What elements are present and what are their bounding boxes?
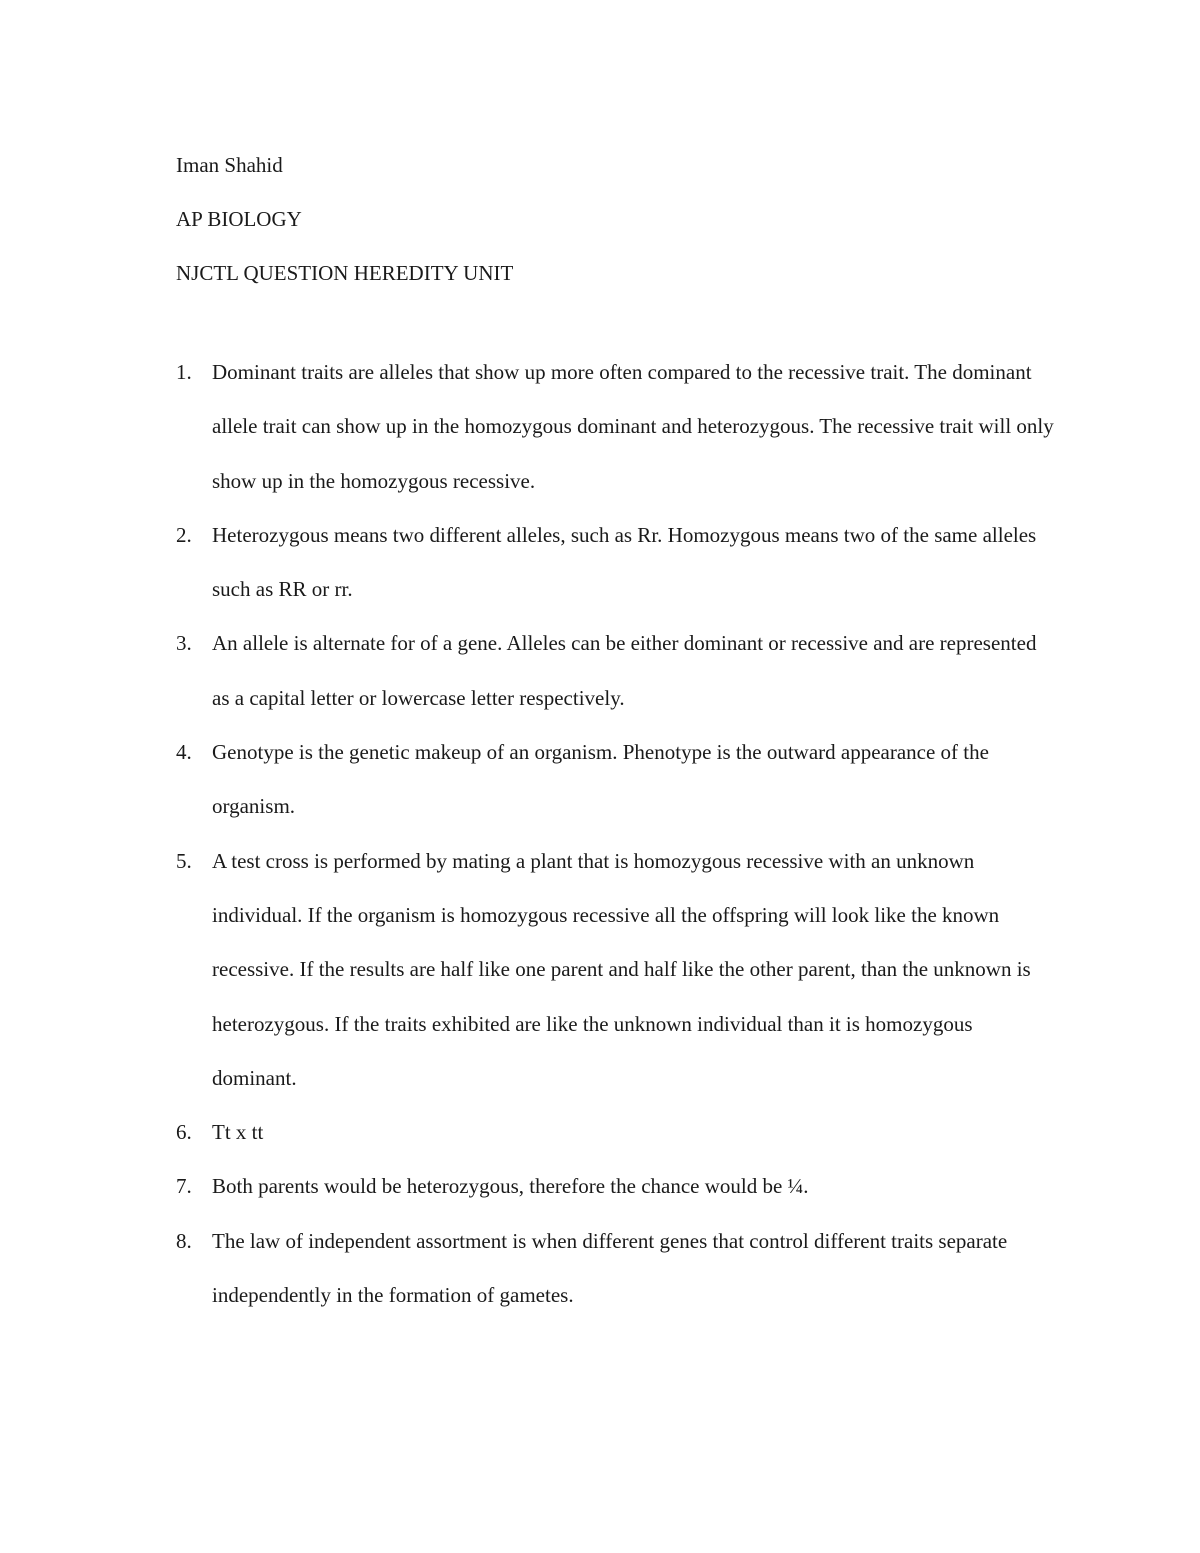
answer-text: Genotype is the genetic makeup of an organism. Phenotype is the outward appearance of the organism. <box>212 740 989 819</box>
answer-text: Both parents would be heterozygous, therefore the chance would be ¼. <box>212 1174 809 1199</box>
answer-list <box>176 345 1076 1322</box>
answer-item-7 <box>176 1159 1076 1213</box>
answer-item-1 <box>176 345 1076 508</box>
answer-number: 6. <box>176 1120 192 1145</box>
answer-item-4 <box>176 725 1076 834</box>
answer-item-5 <box>176 834 1076 1105</box>
document-header <box>176 138 1076 300</box>
answer-text: The law of independent assortment is when different genes that control different traits separate independently in the formation of gametes. <box>212 1228 1008 1308</box>
answer-item-2 <box>176 508 1076 617</box>
answer-number: 7. <box>176 1174 192 1199</box>
answer-number: 4. <box>176 740 192 765</box>
student-name: Iman Shahid <box>176 153 283 177</box>
answer-number: 5. <box>176 848 192 873</box>
answer-text: Dominant traits are alleles that show up more often compared to the recessive trait. The dominant allele trait can show up in the homozygous dominant and heterozygous. The recessive trait will only show up in the homozygous recessive. <box>212 360 1054 493</box>
answer-item-8 <box>176 1214 1076 1323</box>
answer-number: 8. <box>176 1228 192 1253</box>
answer-text: Tt x tt <box>212 1120 264 1145</box>
answer-item-3 <box>176 616 1076 725</box>
assignment-title: NJCTL QUESTION HEREDITY UNIT <box>176 261 514 285</box>
answer-text: Heterozygous means two different alleles, such as Rr. Homozygous means two of the same alleles such as RR or rr. <box>212 522 1037 602</box>
course-title: AP BIOLOGY <box>176 207 302 231</box>
answer-number: 1. <box>176 360 192 384</box>
answer-number: 3. <box>176 631 192 656</box>
answer-item-6 <box>176 1105 1076 1159</box>
answer-text: A test cross is performed by mating a plant that is homozygous recessive with an unknown individual. If the organism is homozygous recessive all the offspring will look like the known recessive. If the results are half like one parent and half like the other parent, than the unknown is heterozygous. If the traits exhibited are like the unknown individual than it is homozygous dominant. <box>212 848 1031 1090</box>
answer-text: An allele is alternate for of a gene. Alleles can be either dominant or recessive and are represented as a capital letter or lowercase letter respectively. <box>212 631 1037 710</box>
answer-number: 2. <box>176 522 192 547</box>
